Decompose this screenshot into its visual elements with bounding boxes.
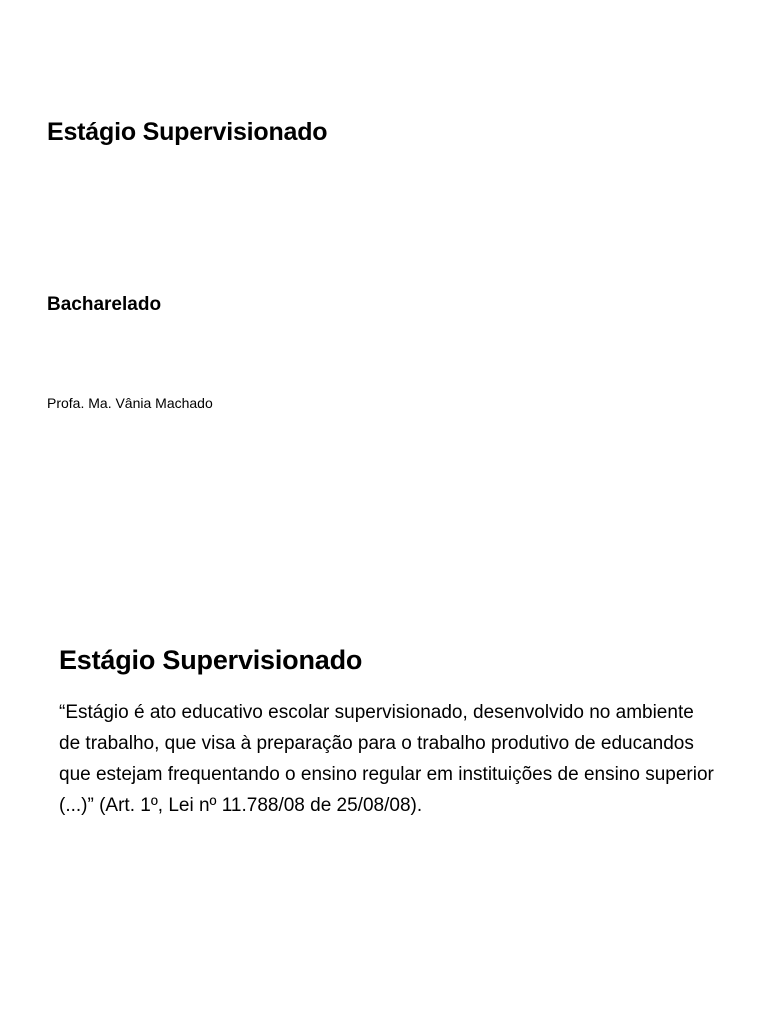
slide-title: Estágio Supervisionado [47, 118, 328, 146]
author-name: Profa. Ma. Vânia Machado [47, 395, 213, 411]
slide-subtitle: Bacharelado [47, 294, 162, 315]
slide-title: Estágio Supervisionado [59, 645, 363, 675]
quote-text: “Estágio é ato educativo escolar supervisionado, desenvolvido no ambiente de trabalho, que visa à preparação para o trabalho produtivo de educandos que estejam frequentando o ensino regular em instituições de ensino superior (...)” (Art. 1º, Lei nº 11.788/08 de 25/08/08). [59, 702, 714, 816]
content-slide [0, 512, 768, 1024]
